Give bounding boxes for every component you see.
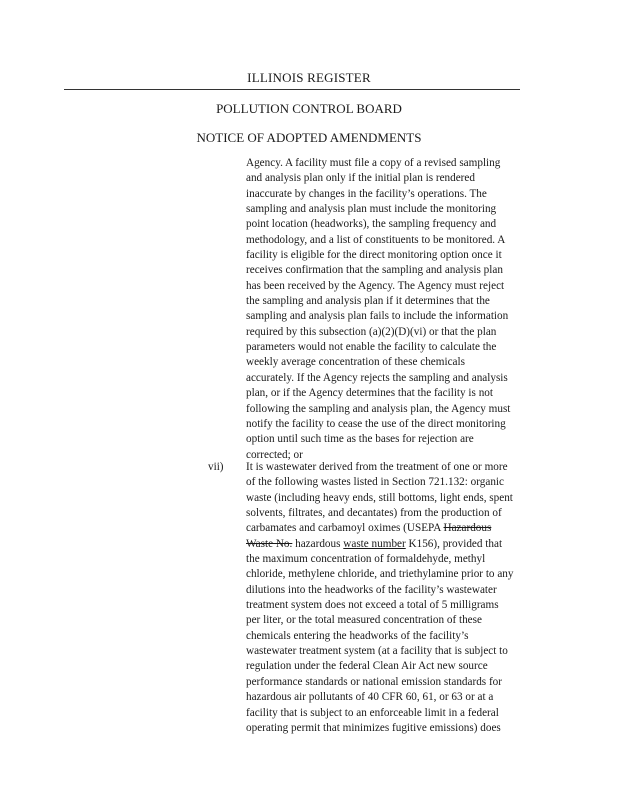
text-line: point location (headworks), the sampling frequency and <box>246 218 497 231</box>
text-line: facility is eligible for the direct monitoring option once it <box>246 249 502 262</box>
text-line: receives confirmation that the sampling and analysis plan <box>246 264 503 277</box>
text-line: accurately. If the Agency rejects the sampling and analysis <box>246 371 508 384</box>
text-line: weekly average concentration of these chemicals <box>246 356 465 369</box>
text-line: Agency. A facility must file a copy of a revised sampling <box>246 157 501 169</box>
text-line: required by this subsection (a)(2)(D)(vi) or that the plan <box>246 325 497 338</box>
deleted-text: Waste No. <box>246 537 293 550</box>
text-line: solvents, filtrates, and decantates) from the production of <box>246 507 502 520</box>
text-line: of the following wastes listed in Section 721.132: organic <box>246 476 505 489</box>
text-segment: carbamates and carbamoyl oximes (USEPA <box>246 522 444 535</box>
text-line: chemicals entering the headworks of the facility’s <box>246 629 469 642</box>
text-line: regulation under the federal Clean Air Act new source <box>246 660 488 673</box>
text-line: treatment system does not exceed a total of 5 milligrams <box>246 599 499 612</box>
notice-title: NOTICE OF ADOPTED AMENDMENTS <box>196 130 422 145</box>
text-line: and analysis plan only if the initial plan is rendered <box>246 172 475 185</box>
text-line: following the sampling and analysis plan, the Agency must <box>246 402 511 415</box>
text-line: sampling and analysis plan fails to include the information <box>246 310 509 323</box>
text-line: the sampling and analysis plan if it determines that the <box>246 295 490 308</box>
text-line: wastewater treatment system (at a facility that is subject to <box>246 645 508 658</box>
item-vii-paragraph <box>246 460 532 736</box>
text-line-amended <box>246 537 532 552</box>
text-line: has been received by the Agency. The Agency must reject <box>246 279 505 292</box>
text-line: waste (including heavy ends, still bottoms, light ends, spent <box>246 491 513 504</box>
text-line: inaccurate by changes in the facility’s operations. The <box>246 187 487 200</box>
text-line: per liter, or the total measured concentration of these <box>246 614 482 627</box>
header-divider <box>64 89 520 90</box>
inserted-text: waste number <box>343 537 406 550</box>
text-line: notify the facility to cease the use of the direct monitoring <box>246 417 506 430</box>
text-line: methodology, and a list of constituents to be monitored. A <box>246 233 506 246</box>
text-line: option until such time as the bases for rejection are <box>246 433 474 446</box>
text-line-with-strike-start <box>246 521 532 536</box>
text-line: plan, or if the Agency determines that the facility is not <box>246 387 493 400</box>
text-line: parameters would not enable the facility to calculate the <box>246 341 497 354</box>
text-line: the maximum concentration of formaldehyde, methyl <box>246 553 486 566</box>
text-line: facility that is subject to an enforceable limit in a federal <box>246 706 499 719</box>
text-line: It is wastewater derived from the treatment of one or more <box>246 461 508 473</box>
text-segment: hazardous <box>292 537 344 550</box>
deleted-text: Hazardous <box>443 522 492 535</box>
text-line: corrected; or <box>246 448 303 461</box>
text-line: operating permit that minimizes fugitive emissions) does <box>246 721 501 734</box>
text-segment: K156), provided that <box>405 537 503 550</box>
register-title: ILLINOIS REGISTER <box>247 70 371 85</box>
text-line: dilutions into the headworks of the facility’s wastewater <box>246 583 497 596</box>
text-line: performance standards or national emission standards for <box>246 675 502 688</box>
text-line: chloride, methylene chloride, and triethylamine prior to any <box>246 568 514 581</box>
continued-paragraph <box>246 156 532 463</box>
text-line: sampling and analysis plan must include the monitoring <box>246 203 497 216</box>
item-marker-vii: vii) <box>208 461 224 473</box>
board-name: POLLUTION CONTROL BOARD <box>216 101 402 116</box>
text-line: hazardous air pollutants of 40 CFR 60, 61, or 63 or at a <box>246 691 494 704</box>
